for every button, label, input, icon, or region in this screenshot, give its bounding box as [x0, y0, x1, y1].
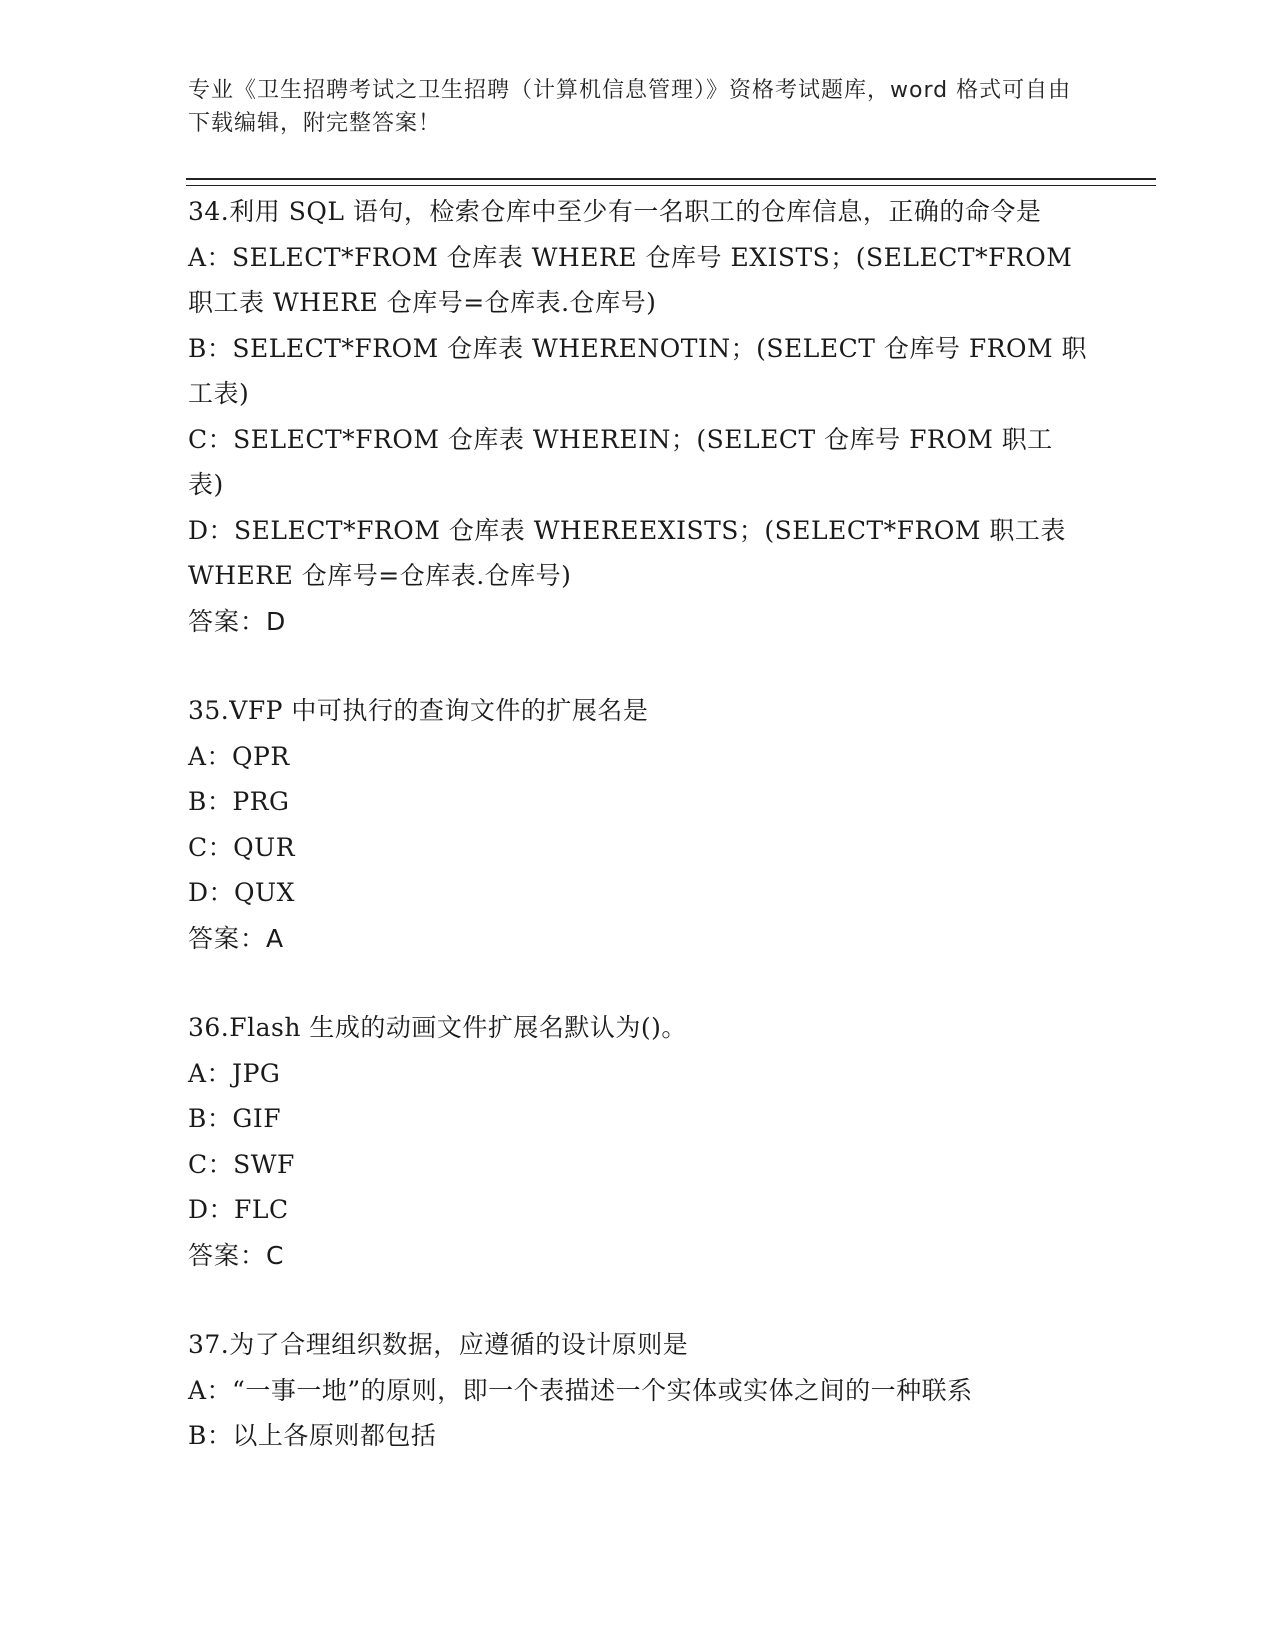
question-item [188, 1322, 1088, 1459]
question-stem: 37.为了合理组织数据，应遵循的设计原则是 [188, 1330, 689, 1359]
option-c: C：SWF [188, 1149, 295, 1179]
header-divider [186, 178, 1156, 186]
option-b: B：SELECT*FROM 仓库表 WHERENOTIN；(SELECT 仓库号 FROM 职工表) [188, 333, 1088, 408]
question-item [188, 688, 1088, 961]
answer-line: 答案：C [188, 1240, 285, 1270]
question-stem: 35.VFP 中可执行的查询文件的扩展名是 [188, 696, 649, 725]
question-stem: 34.利用 SQL 语句，检索仓库中至少有一名职工的仓库信息，正确的命令是 [188, 197, 1042, 226]
option-b: B：以上各原则都包括 [188, 1421, 437, 1450]
option-d: D：SELECT*FROM 仓库表 WHEREEXISTS；(SELECT*FROM 职工表 WHERE 仓库号=仓库表.仓库号) [188, 515, 1075, 590]
option-a: A：JPG [188, 1058, 281, 1088]
page-header: 专业《卫生招聘考试之卫生招聘（计算机信息管理）》资格考试题库，word 格式可自由下载编辑，附完整答案！ [188, 78, 1072, 136]
option-b: B：PRG [188, 787, 290, 816]
option-b: B：GIF [188, 1104, 282, 1133]
answer-line: 答案：A [188, 923, 285, 953]
option-d: D：QUX [188, 878, 295, 907]
option-a: A：“一事一地”的原则，即一个表描述一个实体或实体之间的一种联系 [188, 1375, 973, 1405]
option-a: A：QPR [188, 741, 290, 771]
question-item [188, 189, 1088, 644]
option-c: C：QUR [188, 832, 296, 862]
option-c: C：SELECT*FROM 仓库表 WHEREIN；(SELECT 仓库号 FROM 职工表) [188, 424, 1053, 499]
answer-line: 答案：D [188, 606, 287, 636]
question-stem: 36.Flash 生成的动画文件扩展名默认为()。 [188, 1013, 687, 1042]
question-list [188, 189, 1088, 1503]
question-item [188, 1005, 1088, 1278]
option-d: D：FLC [188, 1195, 289, 1224]
option-a: A：SELECT*FROM 仓库表 WHERE 仓库号 EXISTS；(SELECT*FROM 职工表 WHERE 仓库号=仓库表.仓库号) [188, 242, 1081, 317]
